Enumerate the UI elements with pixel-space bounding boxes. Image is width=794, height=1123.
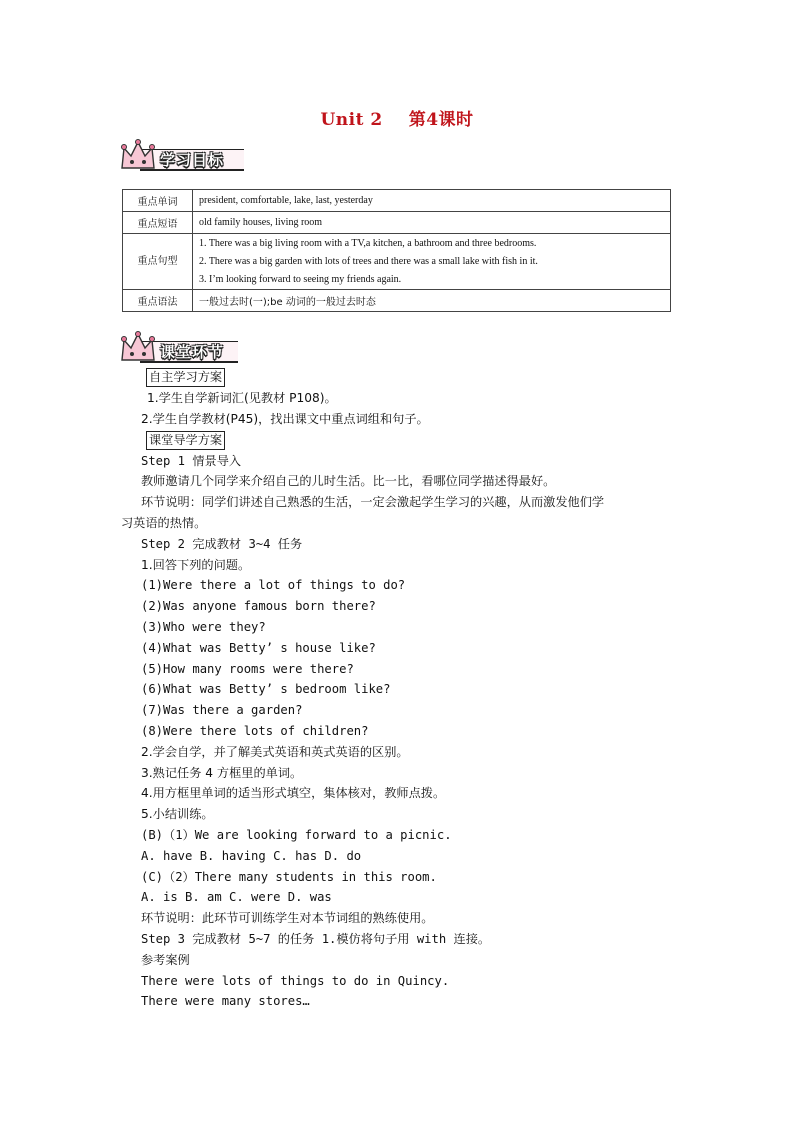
question: (1)Were there a lot of things to do? <box>141 578 406 593</box>
paragraph: 参考案例 <box>141 952 190 967</box>
section-heading: 课堂导学方案 <box>146 431 225 450</box>
paragraph: 环节说明：同学们讲述自己熟悉的生活，一定会激起学生学习的兴趣，从而激发他们学 <box>141 495 605 510</box>
question: (7)Was there a garden? <box>141 703 303 718</box>
table-row <box>123 190 671 212</box>
sentence-line: 1. There was a big living room with a TV,a kitchen, a bathroom and three bedrooms. <box>199 237 537 249</box>
step-heading: Step 3 完成教材 5~7 的任务 1.模仿将句子用 with 连接。 <box>141 931 491 946</box>
list-item: 4.用方框里单词的适当形式填空，集体核对，教师点拨。 <box>141 786 446 801</box>
step-heading: Step 2 完成教材 3~4 任务 <box>141 536 303 551</box>
question: (8)Were there lots of children? <box>141 723 369 738</box>
row-value: old family houses, living room <box>193 212 671 234</box>
paragraph: 教师邀请几个同学来介绍自己的儿时生活。比一比，看哪位同学描述得最好。 <box>141 474 556 489</box>
banner-label: 课堂环节 <box>160 343 225 361</box>
crown-icon <box>118 138 158 174</box>
row-key: 重点句型 <box>123 234 193 290</box>
example-sentence: There were many stores… <box>141 994 310 1009</box>
list-item: 3.熟记任务 4 方框里的单词。 <box>141 765 303 780</box>
exercise-options: A. is B. am C. were D. was <box>141 890 332 905</box>
question: (6)What was Betty’ s bedroom like? <box>141 682 391 697</box>
sentence-line: 3. I’m looking forward to seeing my friends again. <box>199 273 402 285</box>
banner-classroom <box>118 336 238 366</box>
row-key: 重点短语 <box>123 212 193 234</box>
question: (4)What was Betty’ s house like? <box>141 640 376 655</box>
row-value: 一般过去时(一);be 动词的一般过去时态 <box>193 290 671 312</box>
paragraph: 习英语的热情。 <box>121 515 207 530</box>
row-value <box>193 234 671 290</box>
list-item: 5.小结训练。 <box>141 807 214 822</box>
row-value: president, comfortable, lake, last, yesterday <box>193 190 671 212</box>
paragraph: 环节说明：此环节可训练学生对本节词组的熟练使用。 <box>141 911 434 926</box>
section-heading: 自主学习方案 <box>146 368 225 387</box>
lesson-body <box>121 367 681 1012</box>
question: (2)Was anyone famous born there? <box>141 599 376 614</box>
list-item: 2.学会自学，并了解美式英语和英式英语的区别。 <box>141 744 409 759</box>
sentence-line: 2. There was a big garden with lots of trees and there was a small lake with fish in it. <box>199 255 538 267</box>
table-row <box>123 234 671 290</box>
row-key: 重点单词 <box>123 190 193 212</box>
exercise-options: A. have B. having C. has D. do <box>141 848 362 863</box>
list-item: 2.学生自学教材(P45)，找出课文中重点词组和句子。 <box>141 411 429 426</box>
question: (3)Who were they? <box>141 619 266 634</box>
list-item: 1.学生自学新词汇(见教材 P108)。 <box>147 391 337 405</box>
table-row <box>123 212 671 234</box>
row-key: 重点语法 <box>123 290 193 312</box>
exercise: (C)（2）There many students in this room. <box>141 869 437 884</box>
banner-learning-goals <box>118 144 244 174</box>
step-heading: Step 1 情景导入 <box>141 453 242 468</box>
example-sentence: There were lots of things to do in Quincy. <box>141 973 450 988</box>
title-lesson: 第4课时 <box>408 110 474 130</box>
page-title <box>0 105 794 130</box>
question: (5)How many rooms were there? <box>141 661 354 676</box>
exercise: (B)（1）We are looking forward to a picnic. <box>141 827 452 842</box>
banner-label: 学习目标 <box>160 151 225 169</box>
goals-table <box>122 189 671 312</box>
crown-icon <box>118 330 158 366</box>
list-item: 1.回答下列的问题。 <box>141 557 251 572</box>
table-row <box>123 290 671 312</box>
title-unit: Unit 2 <box>320 110 383 130</box>
